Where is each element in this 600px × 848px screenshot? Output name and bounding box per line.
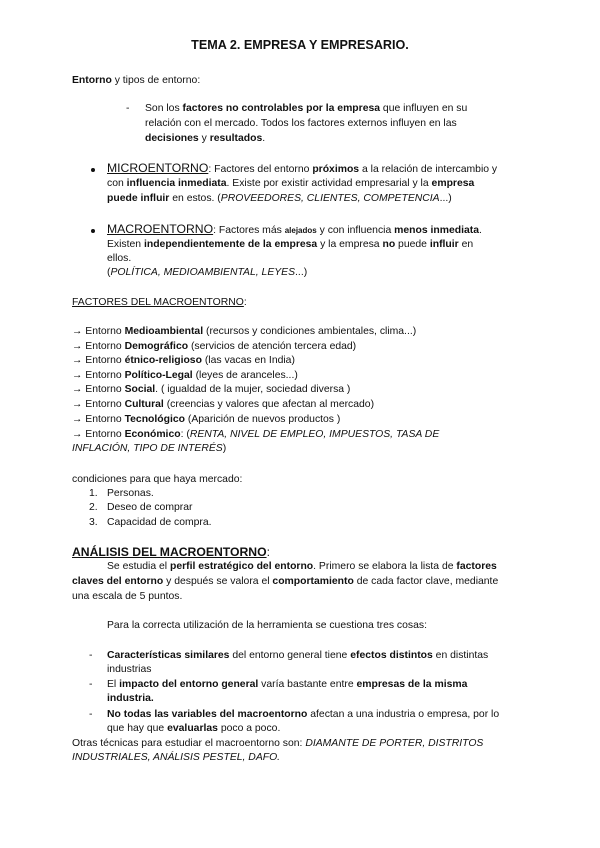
factors-heading: FACTORES DEL MACROENTORNO: [72,297,247,308]
macro-line2: Existen independientemente de la empresa y la empresa no puede influir en [107,239,474,250]
condition-num-2: 2. [89,502,98,513]
dash1-line1: Son los factores no controlables por la empresa que influyen en su [145,103,468,114]
micro-line2: con influencia inmediata. Existe por existir actividad empresarial y la empresa [107,178,475,189]
condition-text-3: Capacidad de compra. [107,517,212,528]
factor-item: → Entorno Tecnológico (Aparición de nuevos productos ) [72,414,341,425]
dash1-line2: relación con el mercado. Todos los factores externos influyen en las [145,118,457,129]
bullet-dot-macro [91,229,95,233]
dash-marker: - [126,103,130,114]
factor-economic-line2: INFLACIÓN, TIPO DE INTERÉS) [72,443,227,454]
bullet-1-line2: industrias [107,664,152,675]
bullet-dot-micro [91,168,95,172]
factor-item: → Entorno étnico-religioso (las vacas en India) [72,355,295,366]
condition-num-1: 1. [89,488,98,499]
intro-line [72,74,200,88]
factor-item: → Entorno Político-Legal (leyes de aranceles...) [72,370,298,381]
macro-line4: (POLÍTICA, MEDIOAMBIENTAL, LEYES...) [107,267,308,278]
analysis-p3: una escala de 5 puntos. [72,591,183,602]
micro-line1: MICROENTORNO: Factores del entorno próximos a la relación de intercambio y [107,161,498,175]
intro-rest: y tipos de entorno: [111,75,201,86]
page-title: TEMA 2. EMPRESA Y EMPRESARIO. [191,38,409,52]
condition-text-2: Deseo de comprar [107,502,193,513]
factor-name: étnico-religioso [124,355,202,366]
bullet-marker-2: - [89,679,93,690]
bullet-1-line1: Características similares del entorno general tiene efectos distintos en distintas [107,650,489,661]
macro-line3: ellos. [107,253,132,264]
factor-item: → Entorno Cultural (creencias y valores que afectan al mercado) [72,399,375,410]
macro-name: MACROENTORNO [107,222,214,236]
analysis-p2: claves del entorno y después se valora el comportamiento de cada factor clave, mediante [72,576,499,587]
conditions-heading: condiciones para que haya mercado: [72,474,243,485]
factor-name: Social [124,384,156,395]
bullet-3-line2: que hay que evaluarlas poco a poco. [107,723,281,734]
factor-name: Tecnológico [124,414,185,425]
bullet-marker-3: - [89,709,93,720]
factor-name: Medioambiental [124,326,204,337]
condition-num-3: 3. [89,517,98,528]
analysis-heading: ANÁLISIS DEL MACROENTORNO: [72,545,270,559]
dash1-line3: decisiones y resultados. [145,133,266,144]
factor-item: → Entorno Medioambiental (recursos y condiciones ambientales, clima...) [72,326,417,337]
others-line2: INDUSTRIALES, ANÁLISIS PESTEL, DAFO. [72,752,281,763]
micro-name: MICROENTORNO [107,161,209,175]
bullet-marker-1: - [89,650,93,661]
factor-item: → Entorno Social. ( igualdad de la mujer, sociedad diversa ) [72,384,351,395]
factor-name: Político-Legal [124,370,193,381]
bullet-2-line1: El impacto del entorno general varía bastante entre empresas de la misma [107,679,468,690]
analysis-p1: Se estudia el perfil estratégico del entorno. Primero se elabora la lista de factores [107,561,497,572]
condition-text-1: Personas. [107,488,154,499]
analysis-p4: Para la correcta utilización de la herramienta se cuestiona tres cosas: [107,620,427,631]
factor-economic-line1: → Entorno Económico: (RENTA, NIVEL DE EMPLEO, IMPUESTOS, TASA DE [72,429,440,440]
bullet-3-line1: No todas las variables del macroentorno afectan a una industria o empresa, por lo [107,709,500,720]
factor-item: → Entorno Demográfico (servicios de atención tercera edad) [72,341,357,352]
intro-bold: Entorno [72,75,112,86]
macro-line1: MACROENTORNO: Factores más alejados y con influencia menos inmediata. [107,222,482,236]
micro-line3: puede influir en estos. (PROVEEDORES, CLIENTES, COMPETENCIA...) [107,193,452,204]
others-line1: Otras técnicas para estudiar el macroentorno son: DIAMANTE DE PORTER, DISTRITOS [72,738,484,749]
bullet-2-line2: industria. [107,693,154,704]
factor-name: Cultural [124,399,164,410]
factor-name: Demográfico [124,341,189,352]
